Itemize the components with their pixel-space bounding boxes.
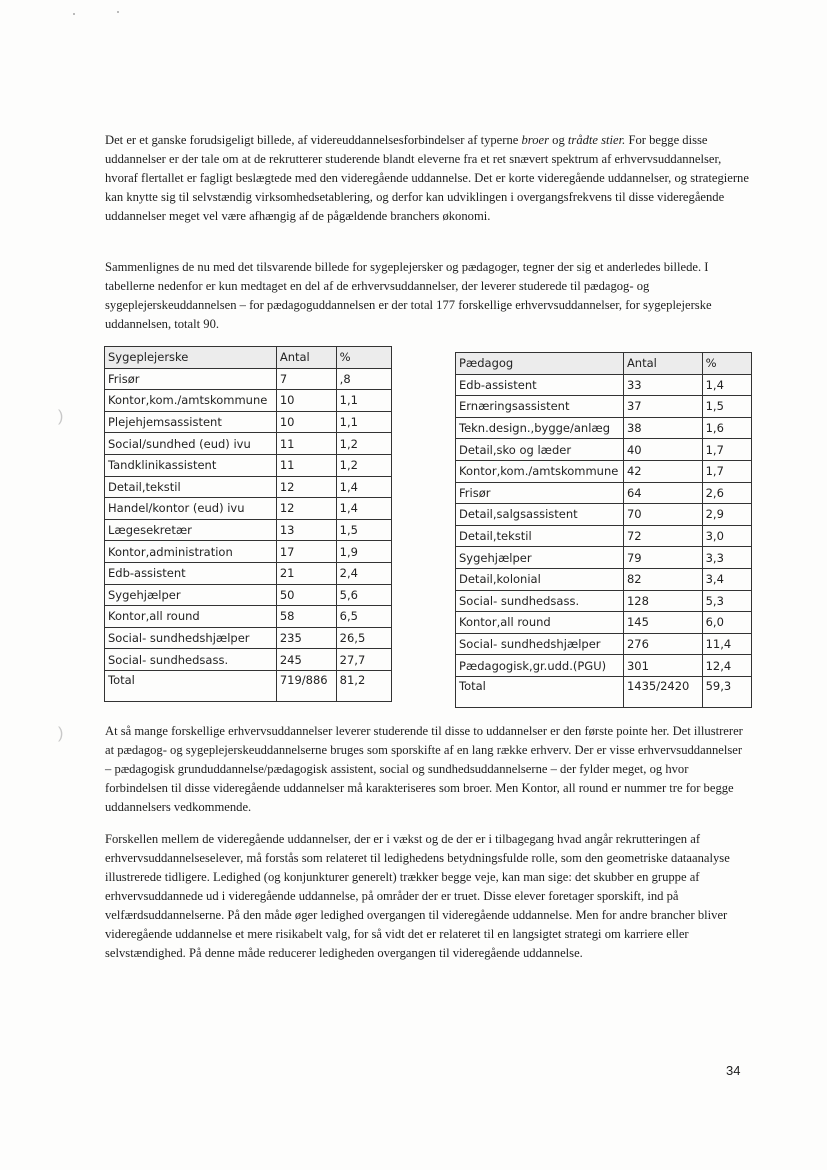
cell-antal: 7 <box>276 368 336 390</box>
cell-label: Sygehjælper <box>105 584 277 606</box>
cell-percent: 1,9 <box>336 541 391 563</box>
cell-percent: 2,9 <box>702 504 751 526</box>
cell-antal: 301 <box>623 655 702 677</box>
table-row <box>456 525 752 547</box>
cell-label: Handel/kontor (eud) ivu <box>105 498 277 520</box>
table-row <box>456 396 752 418</box>
cell-label: Pædagogisk,gr.udd.(PGU) <box>456 655 624 677</box>
cell-percent: 6,5 <box>336 606 391 628</box>
table-row <box>105 498 392 520</box>
page-number: 34 <box>726 1063 741 1078</box>
table-row <box>105 606 392 628</box>
cell-label: Frisør <box>105 368 277 390</box>
cell-antal: 145 <box>623 612 702 634</box>
margin-mark: ) <box>58 725 64 742</box>
cell-label: Social- sundhedsass. <box>456 590 624 612</box>
cell-antal: 245 <box>276 649 336 671</box>
cell-antal: 37 <box>623 396 702 418</box>
cell-antal: 50 <box>276 584 336 606</box>
cell-label: Detail,sko og læder <box>456 439 624 461</box>
cell-antal: 235 <box>276 627 336 649</box>
cell-percent: 2,6 <box>702 482 751 504</box>
cell-percent: 1,6 <box>702 417 751 439</box>
paragraph-comparison: Sammenlignes de nu med det tilsvarende billede for sygeplejersker og pædagoger, tegner der sig et anderledes billede. I tabellerne nedenfor er kun medtaget en del af de erhvervsuddannelser, der leverer studerede til pædagog- og sygeplejerskeuddannelsen – for pædagoguddannelsen er der total 177 forskellige erhvervsuddannelser, for sygeplejerske uddannelsen, totalt 90. <box>105 260 712 331</box>
cell-antal: Antal <box>276 347 336 369</box>
table-row <box>456 417 752 439</box>
paragraph-first-point: At så mange forskellige erhvervsuddannelser leverer studerende til disse to uddannelser er den første pointe her. Det illustrerer at pædagog- og sygeplejerskeuddannelserne bruges som sporskifte af en lang række erhverv. Der er visse erhvervsuddannelser – pædagogisk grunduddannelse/pædagogisk assistent, social og sundhedsuddannelserne – der fylder meget, og hvor forbindelsen til disse videregående uddannelser må karakteriseres som broer. Men Kontor, all round er nummer tre for begge uddannelsers vedkommende. <box>105 724 743 814</box>
cell-percent: 1,7 <box>702 439 751 461</box>
cell-label: Kontor,kom./amtskommune <box>456 460 624 482</box>
cell-percent: 5,3 <box>702 590 751 612</box>
table-row <box>105 454 392 476</box>
cell-antal: 276 <box>623 633 702 655</box>
scan-speck <box>73 13 75 15</box>
cell-antal: Antal <box>623 353 702 375</box>
table-row <box>105 519 392 541</box>
table-row <box>456 482 752 504</box>
cell-label: Ernæringsassistent <box>456 396 624 418</box>
cell-antal: 128 <box>623 590 702 612</box>
table-row <box>456 612 752 634</box>
cell-label: Edb-assistent <box>105 562 277 584</box>
cell-antal: 1435/2420 <box>623 676 702 707</box>
table-row <box>456 568 752 590</box>
cell-label: Lægesekretær <box>105 519 277 541</box>
cell-antal: 10 <box>276 390 336 412</box>
paragraph-intro-text-rest: For begge disse uddannelser er der tale om at de rekrutterer studerende blandt eleverne fra et ret snævert spektrum af erhvervsuddannelser, hvoraf flertallet er fagligt beslægtede med den videregående uddannelse. Det er korte videregående uddannelser, og strategierne kan knytte sig til selvstændig virksomhedsetablering, og derfor kan udviklingen i overgangsfrekvens til disse videregående uddannelser meget vel være afhængig af de pågældende branchers økonomi. <box>105 133 749 223</box>
cell-label: Tekn.design.,bygge/anlæg <box>456 417 624 439</box>
cell-percent: 1,2 <box>336 433 391 455</box>
table-row <box>456 590 752 612</box>
cell-antal: 79 <box>623 547 702 569</box>
table-row <box>105 627 392 649</box>
paragraph-unemployment: Forskellen mellem de videregående uddannelser, der er i vækst og de der er i tilbagegang hvad angår rekrutteringen af erhvervsuddannelseselever, må forstås som relateret til ledighedens betydningsfulde rolle, som den geometriske dataanalyse illustrerede tidligere. Ledighed (og konjunkturer generelt) trækker begge veje, kan man sige: det skubber en gruppe af erhvervsuddannede ud i videregående uddannelse, på områder der er truet. Disse elever foretager sporskift, ind på velfærdsuddannelserne. På den måde øger ledighed overgangen til videregående uddannelse. Men for andre brancher bliver videregående uddannelse et mere risikabelt valg, for så vidt det er relateret til en langsigtet strategi om karriere eller selvstændighed. På denne måde reducerer ledigheden overgangen til videregående uddannelse. <box>105 832 730 960</box>
cell-antal: 42 <box>623 460 702 482</box>
cell-label: Total <box>456 676 624 707</box>
cell-antal: 82 <box>623 568 702 590</box>
cell-percent: 1,5 <box>336 519 391 541</box>
cell-antal: 11 <box>276 433 336 455</box>
cell-antal: 12 <box>276 498 336 520</box>
cell-antal: 12 <box>276 476 336 498</box>
table-row <box>105 649 392 671</box>
cell-label: Tandklinikassistent <box>105 454 277 476</box>
cell-percent: 5,6 <box>336 584 391 606</box>
cell-percent: 26,5 <box>336 627 391 649</box>
cell-antal: 72 <box>623 525 702 547</box>
cell-percent: 3,3 <box>702 547 751 569</box>
cell-percent: 1,1 <box>336 411 391 433</box>
cell-antal: 38 <box>623 417 702 439</box>
cell-label: Plejehjemsassistent <box>105 411 277 433</box>
scan-speck <box>117 11 119 13</box>
cell-percent: 59,3 <box>702 676 751 707</box>
cell-label: Kontor,kom./amtskommune <box>105 390 277 412</box>
margin-mark: ) <box>58 408 64 425</box>
cell-antal: 70 <box>623 504 702 526</box>
cell-label: Detail,salgsassistent <box>456 504 624 526</box>
cell-antal: 10 <box>276 411 336 433</box>
cell-percent: 1,4 <box>336 476 391 498</box>
table-paedagog <box>455 352 752 708</box>
table-row <box>105 433 392 455</box>
cell-antal: 11 <box>276 454 336 476</box>
cell-percent: 6,0 <box>702 612 751 634</box>
term-traadte-stier: trådte stier. <box>567 133 626 147</box>
cell-percent: 2,4 <box>336 562 391 584</box>
table-total-row <box>105 670 392 701</box>
cell-antal: 64 <box>623 482 702 504</box>
cell-label: Kontor,all round <box>456 612 624 634</box>
cell-label: Social- sundhedsass. <box>105 649 277 671</box>
cell-label: Kontor,administration <box>105 541 277 563</box>
paragraph-intro-text: Det er et ganske forudsigeligt billede, af videreuddannelsesforbindelser af typerne <box>105 133 522 147</box>
cell-antal: 21 <box>276 562 336 584</box>
table-row <box>105 390 392 412</box>
table-sygeplejerske <box>104 346 392 702</box>
cell-percent: ,8 <box>336 368 391 390</box>
cell-percent: 12,4 <box>702 655 751 677</box>
cell-label: Social- sundhedshjælper <box>105 627 277 649</box>
cell-percent: 1,5 <box>702 396 751 418</box>
cell-label: Frisør <box>456 482 624 504</box>
cell-antal: 13 <box>276 519 336 541</box>
cell-antal: 33 <box>623 374 702 396</box>
cell-label: Social/sundhed (eud) ivu <box>105 433 277 455</box>
cell-percent: 1,4 <box>702 374 751 396</box>
cell-label: Pædagog <box>456 353 624 375</box>
table-row <box>456 547 752 569</box>
cell-percent: 1,4 <box>336 498 391 520</box>
cell-percent: 1,2 <box>336 454 391 476</box>
cell-percent: % <box>336 347 391 369</box>
cell-percent: 1,7 <box>702 460 751 482</box>
table-total-row <box>456 676 752 707</box>
cell-label: Kontor,all round <box>105 606 277 628</box>
table-row <box>456 655 752 677</box>
cell-label: Sygehjælper <box>456 547 624 569</box>
cell-label: Edb-assistent <box>456 374 624 396</box>
table-row <box>105 476 392 498</box>
term-broer: broer <box>521 133 550 147</box>
cell-label: Detail,tekstil <box>105 476 277 498</box>
cell-antal: 719/886 <box>276 670 336 701</box>
table-header-row <box>456 353 752 375</box>
cell-percent: 3,0 <box>702 525 751 547</box>
cell-label: Social- sundhedshjælper <box>456 633 624 655</box>
cell-label: Sygeplejerske <box>105 347 277 369</box>
cell-percent: 1,1 <box>336 390 391 412</box>
table-row <box>456 504 752 526</box>
cell-antal: 58 <box>276 606 336 628</box>
cell-percent: % <box>702 353 751 375</box>
table-row <box>105 411 392 433</box>
table-row <box>456 439 752 461</box>
table-row <box>105 368 392 390</box>
table-row <box>456 633 752 655</box>
table-row <box>105 541 392 563</box>
cell-label: Detail,tekstil <box>456 525 624 547</box>
table-row <box>456 374 752 396</box>
cell-percent: 27,7 <box>336 649 391 671</box>
paragraph-intro <box>105 131 750 226</box>
table-row <box>105 584 392 606</box>
table-row <box>105 562 392 584</box>
cell-percent: 81,2 <box>336 670 391 701</box>
table-row <box>456 460 752 482</box>
cell-antal: 17 <box>276 541 336 563</box>
table-header-row <box>105 347 392 369</box>
cell-label: Detail,kolonial <box>456 568 624 590</box>
cell-label: Total <box>105 670 277 701</box>
cell-antal: 40 <box>623 439 702 461</box>
cell-percent: 11,4 <box>702 633 751 655</box>
cell-percent: 3,4 <box>702 568 751 590</box>
paragraph-intro-conjunction: og <box>549 133 568 147</box>
